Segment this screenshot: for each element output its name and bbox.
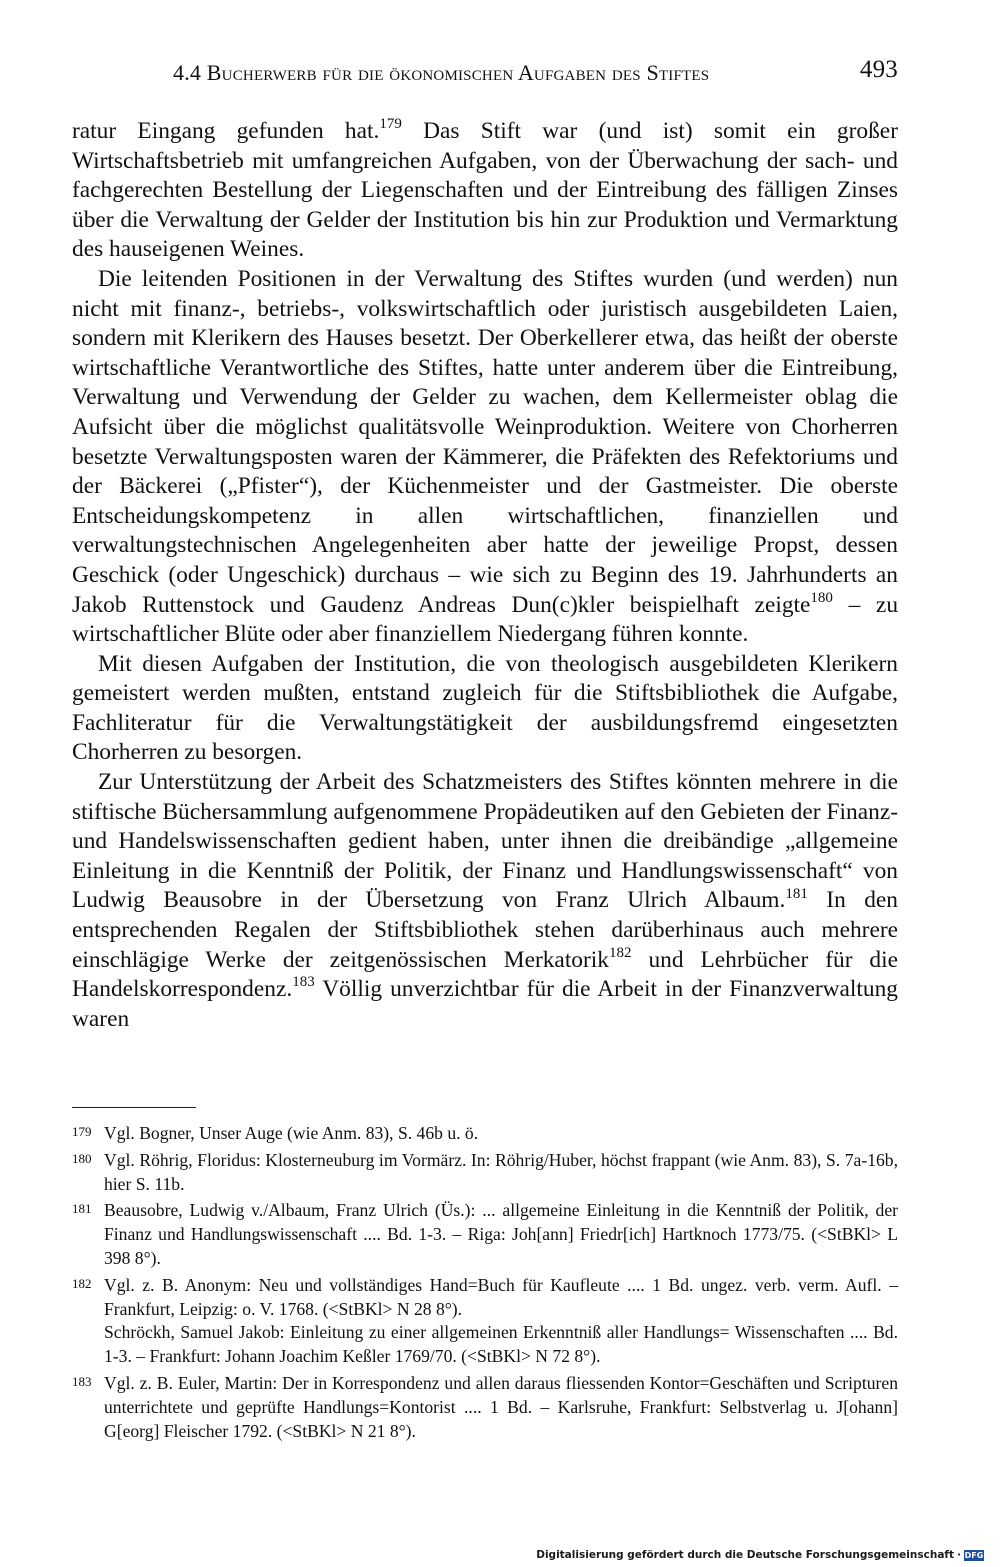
digitization-credit: Digitalisierung gefördert durch die Deutsche Forschungsgemeinschaft · DFG: [536, 1549, 984, 1561]
text-segment: Zur Unterstützung der Arbeit des Schatzmeisters des Stiftes könnten mehrere in die stiftische Büchersammlung aufgenommene Propädeutiken auf den Gebieten der Finanz- und Handelswissenschaften gedient haben, unter ihnen die dreibändige „allgemeine Einleitung in die Kenntniß der Politik, der Finanz und Handlungswissenschaft“ von Ludwig Beausobre in der Übersetzung von Franz Ulrich Albaum.: [72, 769, 898, 914]
text-segment: und Lehrbücher für die Handelskorrespondenz.: [72, 946, 899, 1003]
footnote-text: Vgl. Röhrig, Floridus: Klosterneuburg im Vormärz. In: Röhrig/Huber, höchst frappant (wie Anm. 83), S. 7a-16b, hier S. 11b.: [104, 1149, 898, 1194]
credit-text: Digitalisierung gefördert durch die Deutsche Forschungsgemeinschaft: [536, 1549, 954, 1561]
footnote: [72, 1274, 898, 1369]
footnote: [72, 1199, 898, 1270]
text-segment: Mit diesen Aufgaben der Institution, die von theologisch ausgebildeten Klerikern gemeistert werden mußten, entstand zugleich für die Stiftsbibliothek die Aufgabe, Fachliteratur für die Verwaltungstätigkeit der ausbildungsfremd eingesetzten Chorherren zu besorgen.: [72, 650, 898, 766]
paragraph: [72, 265, 898, 650]
footnote-number: 182: [72, 1275, 92, 1291]
text-segment: Das Stift war (und ist) somit ein großer Wirtschaftsbetrieb mit umfangreichen Aufgaben, von der Überwachung der sach- und fachgerechten Bestellung der Liegenschaften und der Eintreibung des fälligen Zinses über die Verwaltung der Gelder der Institution bis hin zur Produktion und Vermarktung des hauseigenen Weines.: [72, 118, 898, 263]
footnote-number: 181: [72, 1201, 92, 1217]
footnote-number: 180: [72, 1150, 92, 1166]
footnote-text: Vgl. Bogner, Unser Auge (wie Anm. 83), S. 46b u. ö.: [104, 1123, 479, 1143]
footnote-ref: 183: [292, 974, 315, 991]
footnote-divider: [72, 1107, 196, 1108]
paragraph: [72, 768, 898, 1034]
footnote-number: 183: [72, 1373, 92, 1389]
dfg-logo-icon: DFG: [964, 1550, 984, 1560]
footnote: [72, 1149, 898, 1197]
text-segment: – zu wirtschaftlicher Blüte oder aber finanziellem Niedergang führen konnte.: [72, 591, 899, 648]
footnote-ref: 181: [785, 885, 808, 902]
footnote: [72, 1372, 898, 1443]
paragraph: [72, 117, 898, 265]
footnote-number: 179: [72, 1124, 92, 1139]
footnote-text: Schröckh, Samuel Jakob: Einleitung zu einer allgemeinen Erkenntniß aller Handlungs= Wissenschaften .... Bd. 1-3. – Frankfurt: Johann Joachim Keßler 1769/70. (<StBKl> N 72 8°).: [104, 1322, 898, 1367]
text-segment: Die leitenden Positionen in der Verwaltung des Stiftes wurden (und werden) nun nicht mit finanz-, betriebs-, volkswirtschaftlich oder juristisch ausgebildeten Laien, sondern mit Klerikern des Hauses besetzt. Der Oberkellerer etwa, das heißt der oberste wirtschaftliche Verantwortliche des Stiftes, hatte unter anderem über die Eintreibung, Verwaltung und Verwendung der Gelder zu wachen, dem Kellermeister oblag die Aufsicht über die möglichst qualitätsvolle Weinproduktion. Weitere von Chorherren besetzte Verwaltungsposten waren der Kämmerer, die Präfekten des Refektoriums und der Bäckerei („Pfister“), der Küchenmeister und der Gastmeister. Die oberste Entscheidungskompetenz in allen wirtschaftlichen, finanziellen und verwaltungstechnischen Angelegenheiten aber hatte der jeweilige Propst, dessen Geschick (oder Ungeschick) durchaus – wie sich zu Beginn des 19. Jahrhunderts an Jakob Ruttenstock und Gaudenz Andreas Dun(c)kler beispielhaft zeigte: [72, 265, 898, 618]
footnote-text: Beausobre, Ludwig v./Albaum, Franz Ulrich (Üs.): ... allgemeine Einleitung in die Kenntniß der Politik, der Finanz und Handlungswissenschaft .... Bd. 1-3. – Riga: Joh[ann] Friedr[ich] Hartknoch 1773/75. (<StBKl> L 398 8°).: [104, 1200, 898, 1268]
footnote-ref: 179: [379, 116, 402, 133]
footnotes: [72, 1122, 898, 1446]
text-segment: Völlig unverzichtbar für die Arbeit in der Finanzverwaltung waren: [72, 976, 898, 1032]
footnote-text: Vgl. z. B. Euler, Martin: Der in Korrespondenz und allen daraus fliessenden Kontor=Geschäften und Scripturen unterrichtete und geprüfte Handlungs=Kontorist .... 1 Bd. – Karlsruhe, Frankfurt: Selbstverlag u. J[ohann] G[eorg] Fleischer 1792. (<StBKl> N 21 8°).: [104, 1372, 898, 1441]
running-head-title: 4.4 Bucherwerb für die ökonomischen Aufgaben des Stiftes: [173, 60, 710, 85]
text-segment: In den entsprechenden Regalen der Stiftsbibliothek stehen darüberhinaus auch mehrere einschlägige Werke der zeitgenössischen Merkatorik: [72, 887, 898, 973]
footnote-text: Vgl. z. B. Anonym: Neu und vollständiges Hand=Buch für Kaufleute .... 1 Bd. ungez. verb. verm. Aufl. – Frankfurt, Leipzig: o. V. 1768. (<StBKl> N 28 8°).: [104, 1274, 898, 1319]
footnote-ref: 182: [609, 944, 632, 961]
paragraph: [72, 650, 898, 768]
footnote-ref: 180: [810, 589, 833, 606]
body-text: [72, 117, 898, 1034]
text-segment: ratur Eingang gefunden hat.: [72, 118, 380, 144]
footnote: [72, 1122, 898, 1146]
page-number: 493: [859, 56, 898, 83]
